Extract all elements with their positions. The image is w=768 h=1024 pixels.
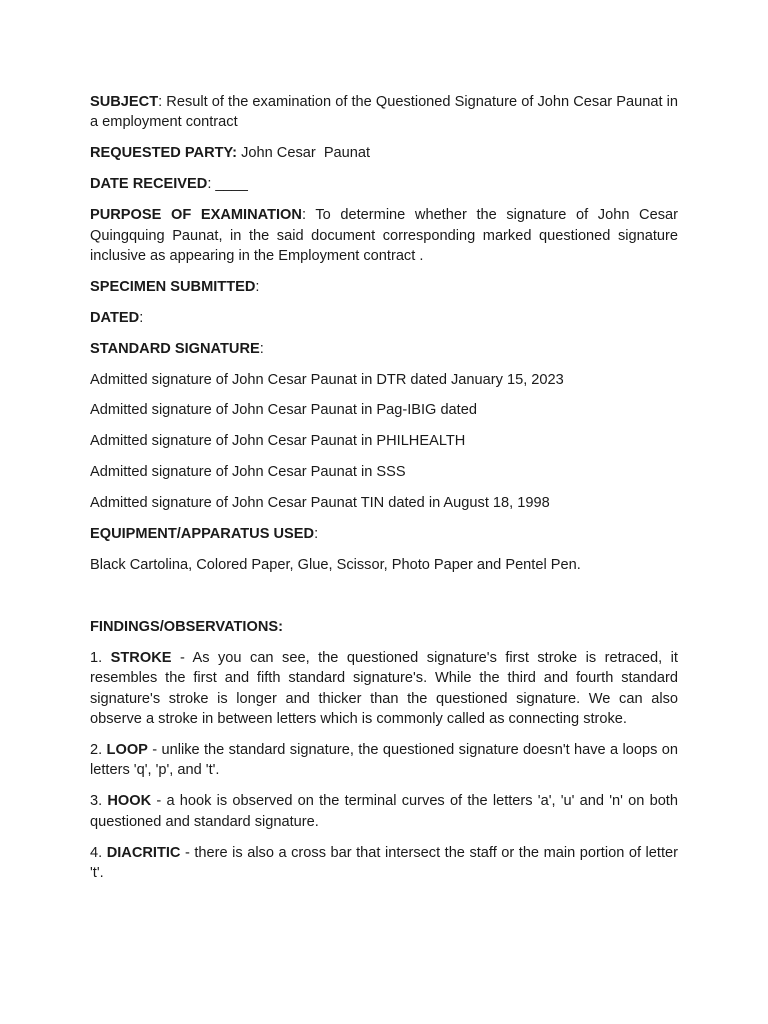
standard-signature-item: Admitted signature of John Cesar Paunat in SSS	[90, 464, 406, 481]
standard-signature-label: STANDARD SIGNATURE	[90, 340, 260, 357]
specimen-submitted-line	[90, 277, 678, 297]
dated-text: :	[139, 309, 144, 326]
purpose-text: : To determine whether the signature of John Cesar Quingquing Paunat, in the said document corresponding marked questioned signature inclusive as appearing in the Employment contract .	[90, 207, 678, 264]
finding-text: - As you can see, the questioned signature's first stroke is retraced, it resembles the first and fifth standard signature's. While the third and fourth standard signature's stroke is longer and thicker than the questioned signature. We can also observe a stroke in between letters which is commonly called as connecting stroke.	[90, 649, 678, 728]
date-received-line	[90, 174, 678, 194]
date-received-label: DATE RECEIVED	[90, 176, 208, 193]
finding-number: 4.	[90, 844, 107, 861]
standard-signature-item: Admitted signature of John Cesar Paunat in DTR dated January 15, 2023	[90, 371, 564, 388]
standard-signature-text: :	[259, 340, 264, 357]
finding-term: HOOK	[107, 793, 152, 810]
equipment-line	[90, 524, 678, 544]
finding-term: LOOP	[106, 741, 148, 758]
dated-label: DATED	[90, 309, 140, 326]
requested-party-line	[90, 143, 678, 163]
finding-text: - unlike the standard signature, the questioned signature doesn't have a loops on letters 'q', 'p', and 't'.	[90, 741, 678, 779]
finding-term: DIACRITIC	[106, 844, 181, 861]
finding-term: STROKE	[110, 649, 172, 666]
dated-line	[90, 308, 678, 328]
standard-signature-line	[90, 339, 678, 359]
finding-item-stroke	[90, 648, 678, 730]
standard-signature-item: Admitted signature of John Cesar Paunat in PHILHEALTH	[90, 433, 466, 450]
section-spacer	[90, 586, 678, 617]
finding-item-loop	[90, 740, 678, 781]
standard-signature-item: Admitted signature of John Cesar Paunat TIN dated in August 18, 1998	[90, 495, 550, 512]
purpose-line	[90, 205, 678, 266]
specimen-submitted-text: :	[255, 278, 260, 295]
finding-item-diacritic	[90, 843, 678, 884]
findings-heading	[90, 617, 678, 637]
finding-text: - a hook is observed on the terminal curves of the letters 'a', 'u' and 'n' on both questioned and standard signature.	[90, 793, 678, 830]
finding-number: 3.	[90, 793, 108, 810]
subject-label: SUBJECT	[90, 94, 159, 110]
specimen-submitted-label: SPECIMEN SUBMITTED	[90, 278, 256, 295]
finding-item-hook	[90, 791, 678, 832]
requested-party-label: REQUESTED PARTY:	[90, 145, 238, 162]
finding-number: 2.	[90, 741, 107, 758]
findings-heading-label: FINDINGS/OBSERVATIONS:	[90, 618, 283, 635]
finding-number: 1.	[90, 649, 111, 666]
subject-text: : Result of the examination of the Questioned Signature of John Cesar Paunat in a employment contract	[90, 94, 678, 131]
purpose-label: PURPOSE OF EXAMINATION	[90, 207, 302, 224]
subject-line	[90, 92, 678, 133]
finding-text: - there is also a cross bar that intersect the staff or the main portion of letter 't'.	[90, 844, 678, 881]
equipment-text: :	[314, 526, 319, 543]
standard-signature-item: Admitted signature of John Cesar Paunat in Pag-IBIG dated	[90, 402, 477, 419]
requested-party-text: John Cesar Paunat	[237, 145, 371, 162]
equipment-label: EQUIPMENT/APPARATUS USED	[90, 526, 315, 543]
equipment-list: Black Cartolina, Colored Paper, Glue, Scissor, Photo Paper and Pentel Pen.	[90, 557, 581, 573]
date-received-text: : ____	[207, 176, 248, 193]
